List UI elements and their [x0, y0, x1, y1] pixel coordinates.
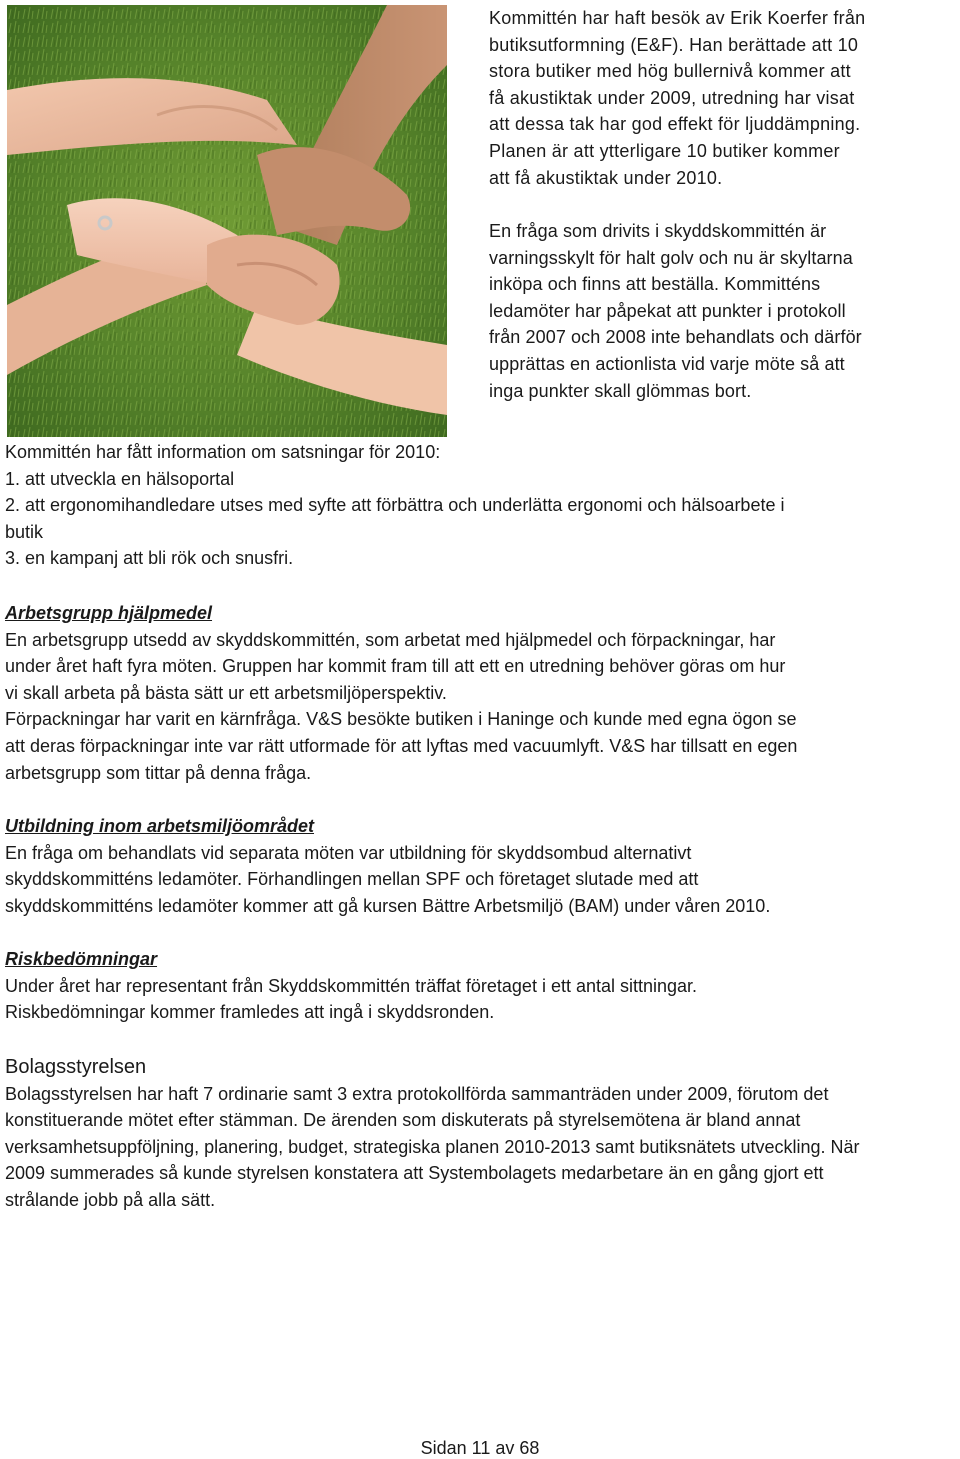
- text-line: En fråga som drivits i skyddskommittén är: [489, 221, 827, 241]
- list-item: 2. att ergonomihandledare utses med syfte att förbättra och underlätta ergonomi och hälsoarbete i: [5, 495, 785, 516]
- text-line: varningsskylt för halt golv och nu är skyltarna: [489, 247, 853, 268]
- text-line: att dessa tak har god effekt för ljuddämpning.: [489, 114, 861, 135]
- hands-photo: [7, 5, 447, 437]
- section-styrelse: [5, 1054, 860, 1214]
- text-line: att få akustiktak under 2010.: [489, 167, 723, 188]
- section-risk: [5, 946, 697, 1026]
- text-line: inköpa och finns att beställa. Kommitténs: [489, 274, 821, 295]
- text-line: från 2007 och 2008 inte behandlats och därför: [489, 327, 862, 348]
- hands-linked-icon: [7, 5, 447, 437]
- intro-paragraph-2: [489, 218, 862, 404]
- text-line: vi skall arbeta på bästa sätt ur ett arbetsmiljöperspektiv.: [5, 682, 447, 703]
- text-line: Under året har representant från Skyddskommittén träffat företaget i ett antal sittningar.: [5, 975, 698, 996]
- text-line: Förpackningar har varit en kärnfråga. V&S besökte butiken i Haninge och kunde med egna ögon se: [5, 709, 797, 730]
- section-heading: Bolagsstyrelsen: [5, 1056, 147, 1078]
- page-number: Sidan 11 av 68: [420, 1438, 540, 1458]
- text-line: Planen är att ytterligare 10 butiker kommer: [489, 140, 840, 161]
- text-line: upprättas en actionlista vid varje möte så att: [489, 353, 845, 374]
- text-line: att deras förpackningar inte var rätt utformade för att lyftas med vacuumlyft. V&S har tillsatt en egen: [5, 735, 798, 756]
- text-line: arbetsgrupp som tittar på denna fråga.: [5, 762, 312, 783]
- text-line: konstituerande mötet efter stämman. De ärenden som diskuterats på styrelsemötena är bland annat: [5, 1110, 801, 1131]
- list-item: 1. att utveckla en hälsoportal: [5, 468, 235, 489]
- intro-paragraph-1: [489, 5, 865, 191]
- text-line: 2009 summerades så kunde styrelsen konstatera att Systembolagets medarbetare än en gång gjort ett: [5, 1163, 824, 1184]
- text-line: butiksutformning (E&F). Han berättade att 10: [489, 34, 859, 55]
- text-line: inga punkter skall glömmas bort.: [489, 380, 752, 401]
- text-line: Kommittén har haft besök av Erik Koerfer från: [489, 8, 866, 28]
- text-line: stora butiker med hög bullernivå kommer att: [489, 61, 851, 82]
- text-line: få akustiktak under 2009, utredning har visat: [489, 87, 855, 108]
- text-line: Bolagsstyrelsen har haft 7 ordinarie samt 3 extra protokollförda sammanträden under 2009, förutom det: [5, 1083, 829, 1104]
- section-heading: Arbetsgrupp hjälpmedel: [5, 603, 213, 623]
- text-line: verksamhetsuppföljning, planering, budget, strategiska planen 2010-2013 samt butiksnätets utveckling. När: [5, 1136, 860, 1157]
- text-line: En arbetsgrupp utsedd av skyddskommittén, som arbetat med hjälpmedel och förpackningar, har: [5, 629, 776, 650]
- text-line: skyddskommitténs ledamöter kommer att gå kursen Bättre Arbetsmiljö (BAM) under våren 2010.: [5, 895, 771, 916]
- section-heading: Utbildning inom arbetsmiljöområdet: [5, 816, 315, 836]
- list-item: 3. en kampanj att bli rök och snusfri.: [5, 548, 294, 569]
- text-line: Riskbedömningar kommer framledes att ingå i skyddsronden.: [5, 1002, 495, 1023]
- text-line: En fråga om behandlats vid separata möten var utbildning för skyddsombud alternativt: [5, 842, 692, 863]
- list-intro: Kommittén har fått information om satsningar för 2010:: [5, 442, 441, 462]
- section-hjalpmedel: [5, 600, 797, 786]
- satsningar-list: [5, 439, 784, 572]
- text-line: under året haft fyra möten. Gruppen har kommit fram till att ett en utredning behöver göras om hur: [5, 656, 786, 677]
- text-line: skyddskommitténs ledamöter. Förhandlingen mellan SPF och företaget slutade med att: [5, 869, 699, 890]
- section-utbildning: [5, 813, 770, 919]
- list-item-continued: butik: [5, 521, 44, 542]
- text-line: ledamöter har påpekat att punkter i protokoll: [489, 300, 846, 321]
- text-line: strålande jobb på alla sätt.: [5, 1189, 216, 1210]
- section-heading: Riskbedömningar: [5, 949, 158, 969]
